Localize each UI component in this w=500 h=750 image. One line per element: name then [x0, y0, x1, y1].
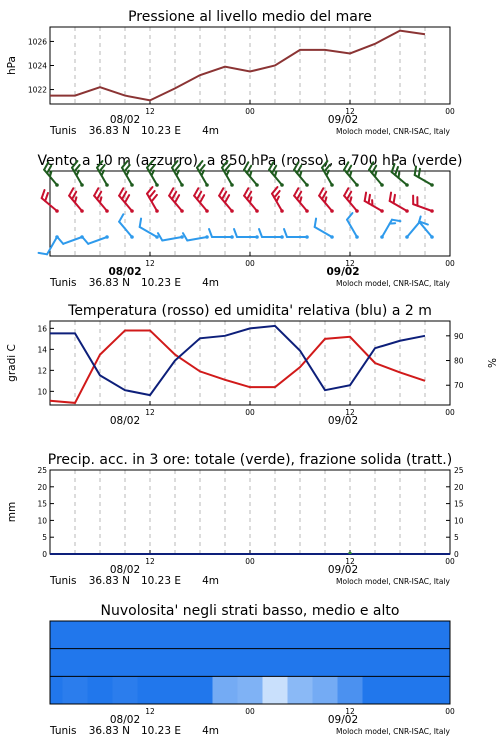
wind-barb-850hpa — [94, 188, 109, 213]
barb-feather — [315, 219, 316, 227]
barb-feather — [369, 195, 370, 203]
barb-base — [180, 183, 184, 187]
barb-base — [305, 183, 309, 187]
barb-base — [280, 183, 284, 187]
y-tick-label: 1024 — [27, 61, 47, 71]
cloud-cell — [163, 676, 188, 704]
barb-staff — [47, 237, 57, 254]
y2-tick-label: 25 — [454, 466, 464, 475]
barb-feather — [119, 214, 123, 221]
wind-barb-850hpa — [169, 188, 184, 213]
wind-barb-850hpa — [272, 187, 284, 213]
cloud-cell — [50, 621, 63, 649]
barb-staff — [162, 237, 182, 240]
barb-feather — [45, 193, 48, 201]
y2-tick-label: 5 — [454, 533, 459, 543]
date-label: 09/02 — [326, 266, 360, 278]
y-axis-label: gradi C — [6, 344, 18, 382]
cloud-cell — [50, 676, 63, 704]
x-tick-label: 12 — [145, 107, 155, 116]
x-tick-label: 00 — [445, 557, 455, 566]
date-label: 09/02 — [327, 564, 359, 576]
wind-barb-850hpa — [365, 193, 384, 213]
barb-base — [55, 209, 59, 213]
x-tick-label: 00 — [245, 408, 255, 417]
station-lat: 36.83 N — [88, 125, 130, 137]
cloud-cell — [50, 649, 63, 677]
station-lon: 10.23 E — [140, 125, 181, 137]
cloud-cell — [288, 649, 313, 677]
model-credit: Moloch model, CNR-ISAC, Italy — [336, 577, 450, 586]
wind-barb-850hpa — [390, 193, 409, 213]
y2-tick-label: 10 — [454, 516, 464, 526]
barb-feather — [42, 190, 45, 198]
barb-base — [80, 183, 84, 187]
cloud-cell — [438, 621, 451, 649]
humidity-line — [50, 326, 425, 395]
barb-base — [430, 209, 434, 213]
cloud-cell — [63, 676, 88, 704]
barb-staff — [187, 237, 207, 240]
y2-tick-label: 80 — [454, 356, 464, 366]
precip-bar — [349, 552, 352, 554]
cloud-cell — [213, 649, 238, 677]
cloud-cell — [238, 621, 263, 649]
wind-barb-10m — [380, 220, 400, 239]
barb-feather — [140, 219, 141, 227]
barb-base — [355, 235, 359, 239]
y-tick-label: 20 — [37, 482, 47, 492]
barb-feather — [365, 193, 366, 201]
y2-axis-label: % — [485, 358, 497, 368]
barb-base — [330, 209, 334, 213]
x-tick-label: 00 — [445, 107, 455, 116]
y2-tick-label: 90 — [454, 331, 464, 341]
cloud-cell — [388, 649, 413, 677]
barb-staff — [415, 175, 432, 185]
barb-feather — [58, 237, 64, 243]
date-label: 09/02 — [327, 415, 359, 427]
cloud-cell — [413, 621, 438, 649]
cloud-cell — [88, 676, 113, 704]
barb-base — [355, 209, 359, 213]
barb-base — [255, 209, 259, 213]
wind-barb-10m — [140, 219, 159, 239]
station-name: Tunis — [50, 125, 77, 137]
cloud-cell — [438, 676, 451, 704]
barb-base — [405, 235, 409, 239]
cloud-cell — [338, 676, 363, 704]
barb-base — [280, 235, 284, 239]
cloud-cell — [338, 649, 363, 677]
panel-title: Temperatura (rosso) ed umidita' relativa (blu) a 2 m — [68, 303, 432, 319]
barb-feather — [222, 192, 226, 199]
cloud-cell — [238, 676, 263, 704]
x-tick-label: 00 — [245, 259, 255, 268]
barb-feather — [415, 167, 416, 175]
cloud-cell — [363, 621, 388, 649]
barb-staff — [88, 237, 107, 244]
wind-barb-10m — [58, 235, 84, 244]
cloud-cell — [188, 676, 213, 704]
station-lat: 36.83 N — [88, 277, 130, 289]
barb-feather — [225, 195, 229, 202]
barb-base — [205, 183, 209, 187]
panel-title: Vento a 10 m (azzurro), a 850 hPa (rosso), a 700 hPa (verde) — [37, 153, 463, 169]
barb-feather — [209, 229, 212, 237]
cloud-cell — [138, 621, 163, 649]
date-label: 09/02 — [327, 714, 359, 726]
cloud-cell — [363, 676, 388, 704]
cloud-cell — [388, 621, 413, 649]
date-label: 08/02 — [109, 714, 141, 726]
barb-feather — [399, 173, 400, 178]
barb-base — [380, 209, 384, 213]
barb-base — [130, 235, 134, 239]
x-tick-label: 00 — [445, 707, 455, 716]
barb-feather — [169, 188, 173, 195]
cloud-cell — [88, 621, 113, 649]
barb-feather — [197, 192, 201, 199]
wind-barb-10m — [234, 229, 259, 239]
barb-base — [205, 235, 209, 239]
barb-base — [305, 235, 309, 239]
cloud-cell — [138, 649, 163, 677]
barb-feather — [39, 253, 47, 254]
barb-base — [155, 183, 159, 187]
cloud-cell — [263, 649, 288, 677]
cloud-cell — [63, 649, 88, 677]
cloud-cell — [238, 649, 263, 677]
date-label: 08/02 — [109, 564, 141, 576]
wind-barb-10m — [158, 233, 184, 240]
barb-feather — [125, 195, 129, 202]
cloud-cell — [113, 649, 138, 677]
date-label: 08/02 — [109, 114, 141, 126]
panel-title: Nuvolosita' negli strati basso, medio e alto — [100, 603, 400, 619]
cloud-cell — [213, 676, 238, 704]
wind-barb-10m — [83, 235, 109, 244]
wind-barb-10m — [183, 233, 209, 240]
station-lon: 10.23 E — [140, 575, 181, 587]
station-name: Tunis — [50, 277, 77, 289]
barb-feather — [244, 188, 248, 195]
station-alt: 4m — [202, 277, 219, 289]
wind-barb-10m — [39, 235, 59, 254]
barb-feather — [259, 229, 262, 237]
cloud-cell — [363, 649, 388, 677]
barb-base — [155, 235, 159, 239]
wind-barb-10m — [209, 229, 234, 239]
barb-base — [405, 183, 409, 187]
y-tick-label: 10 — [37, 387, 47, 397]
model-credit: Moloch model, CNR-ISAC, Italy — [336, 727, 450, 736]
barb-base — [180, 209, 184, 213]
barb-feather — [284, 229, 287, 237]
barb-base — [105, 235, 109, 239]
cloud-cell — [163, 649, 188, 677]
barb-base — [180, 235, 184, 239]
pressure-line — [50, 31, 425, 101]
y2-tick-label: 15 — [454, 499, 464, 509]
barb-feather — [83, 237, 89, 243]
wind-barb-10m — [259, 229, 284, 239]
date-label: 08/02 — [108, 266, 142, 278]
barb-base — [380, 235, 384, 239]
x-tick-label: 12 — [145, 557, 155, 566]
x-tick-label: 12 — [345, 408, 355, 417]
barb-base — [330, 183, 334, 187]
barb-feather — [392, 220, 400, 221]
cloud-cell — [188, 621, 213, 649]
barb-feather — [94, 188, 98, 195]
barb-feather — [319, 188, 323, 195]
barb-base — [430, 183, 434, 187]
station-name: Tunis — [50, 725, 77, 737]
barb-base — [280, 209, 284, 213]
station-lat: 36.83 N — [88, 575, 130, 587]
barb-base — [380, 183, 384, 187]
x-tick-label: 12 — [345, 259, 355, 268]
station-lon: 10.23 E — [140, 725, 181, 737]
station-lon: 10.23 E — [140, 277, 181, 289]
barb-staff — [315, 227, 332, 237]
barb-base — [55, 183, 59, 187]
y2-tick-label: 0 — [454, 550, 459, 559]
y-tick-label: 1022 — [27, 85, 47, 95]
cloud-cell — [88, 649, 113, 677]
barb-staff — [119, 222, 132, 237]
date-label: 08/02 — [109, 415, 141, 427]
wind-barb-850hpa — [413, 196, 434, 213]
barb-feather — [172, 192, 176, 199]
x-tick-label: 00 — [245, 107, 255, 116]
x-tick-label: 12 — [345, 707, 355, 716]
wind-barb-850hpa — [69, 188, 84, 213]
wind-barb-850hpa — [194, 188, 209, 213]
barb-feather — [234, 229, 237, 237]
barb-base — [330, 235, 334, 239]
barb-base — [255, 183, 259, 187]
barb-base — [105, 209, 109, 213]
wind-barb-10m — [315, 219, 334, 239]
cloud-cell — [388, 676, 413, 704]
y-tick-label: 16 — [37, 324, 47, 334]
barb-feather — [394, 195, 395, 203]
y-tick-label: 15 — [37, 499, 47, 509]
cloud-cell — [313, 676, 338, 704]
station-name: Tunis — [50, 575, 77, 587]
cloud-cell — [413, 649, 438, 677]
barb-staff — [42, 198, 57, 211]
cloud-cell — [288, 676, 313, 704]
y-tick-label: 14 — [37, 345, 47, 355]
model-credit: Moloch model, CNR-ISAC, Italy — [336, 279, 450, 288]
barb-feather — [277, 197, 279, 202]
x-tick-label: 12 — [345, 107, 355, 116]
barb-base — [430, 235, 434, 239]
barb-staff — [347, 220, 357, 237]
barb-base — [305, 209, 309, 213]
cloud-cell — [413, 676, 438, 704]
barb-staff — [390, 201, 407, 211]
barb-feather — [175, 195, 179, 202]
barb-base — [105, 183, 109, 187]
barb-base — [355, 183, 359, 187]
barb-feather — [219, 188, 223, 195]
barb-feather — [294, 188, 298, 195]
x-tick-label: 00 — [245, 707, 255, 716]
wind-barb-700hpa — [415, 167, 434, 187]
y-tick-label: 25 — [37, 466, 47, 475]
barb-staff — [382, 220, 392, 237]
barb-base — [80, 209, 84, 213]
wind-barb-850hpa — [147, 187, 159, 213]
barb-base — [230, 209, 234, 213]
barb-base — [130, 183, 134, 187]
x-tick-label: 12 — [145, 707, 155, 716]
cloud-cell — [338, 621, 363, 649]
y-axis-label: hPa — [6, 56, 18, 75]
barb-feather — [344, 188, 348, 195]
barb-base — [405, 209, 409, 213]
cloud-cell — [138, 676, 163, 704]
x-tick-label: 12 — [145, 408, 155, 417]
y-tick-label: 5 — [42, 533, 47, 543]
wind-barb-850hpa — [294, 188, 309, 213]
barb-base — [155, 209, 159, 213]
barb-feather — [200, 195, 204, 202]
x-tick-label: 12 — [145, 259, 155, 268]
wind-barb-10m — [119, 214, 134, 239]
temperature-line — [50, 330, 425, 402]
wind-barb-850hpa — [119, 188, 134, 213]
barb-feather — [122, 192, 126, 199]
cloud-cell — [63, 621, 88, 649]
y-axis-label: mm — [6, 501, 18, 523]
barb-staff — [140, 227, 157, 237]
barb-staff — [63, 237, 82, 244]
cloud-cell — [263, 676, 288, 704]
x-tick-label: 00 — [445, 259, 455, 268]
y-tick-label: 1026 — [27, 37, 47, 47]
barb-base — [230, 183, 234, 187]
barb-feather — [119, 188, 123, 195]
cloud-cell — [213, 621, 238, 649]
y-tick-label: 0 — [42, 550, 47, 559]
cloud-cell — [113, 621, 138, 649]
barb-feather — [152, 195, 157, 202]
panel-title: Pressione al livello medio del mare — [128, 9, 372, 25]
cloud-cell — [188, 649, 213, 677]
barb-base — [230, 235, 234, 239]
model-credit: Moloch model, CNR-ISAC, Italy — [336, 127, 450, 136]
x-tick-label: 12 — [345, 557, 355, 566]
barb-feather — [194, 188, 198, 195]
barb-feather — [390, 193, 391, 201]
date-label: 09/02 — [327, 114, 359, 126]
wind-barb-850hpa — [344, 188, 359, 213]
y2-tick-label: 20 — [454, 482, 464, 492]
barb-base — [205, 209, 209, 213]
y-tick-label: 12 — [37, 366, 47, 376]
wind-barb-850hpa — [244, 188, 259, 213]
station-alt: 4m — [202, 125, 219, 137]
cloud-cell — [113, 676, 138, 704]
cloud-cell — [313, 649, 338, 677]
x-tick-label: 00 — [445, 408, 455, 417]
barb-base — [255, 235, 259, 239]
barb-feather — [419, 169, 420, 177]
wind-barb-10m — [419, 216, 434, 238]
station-alt: 4m — [202, 575, 219, 587]
cloud-cell — [288, 621, 313, 649]
x-tick-label: 00 — [245, 557, 255, 566]
barb-base — [130, 209, 134, 213]
cloud-cell — [163, 621, 188, 649]
wind-barb-10m — [347, 213, 359, 239]
barb-feather — [149, 191, 154, 198]
cloud-cell — [313, 621, 338, 649]
y2-tick-label: 70 — [454, 381, 464, 391]
barb-staff — [407, 222, 420, 237]
y-tick-label: 10 — [37, 516, 47, 526]
wind-barb-850hpa — [319, 188, 334, 213]
cloud-cell — [438, 649, 451, 677]
wind-barb-10m — [284, 229, 309, 239]
panel-title: Precip. acc. in 3 ore: totale (verde), frazione solida (tratt.) — [47, 452, 453, 468]
station-alt: 4m — [202, 725, 219, 737]
station-lat: 36.83 N — [88, 725, 130, 737]
wind-barb-850hpa — [219, 188, 234, 213]
barb-feather — [69, 188, 73, 195]
barb-staff — [413, 204, 432, 211]
cloud-cell — [263, 621, 288, 649]
